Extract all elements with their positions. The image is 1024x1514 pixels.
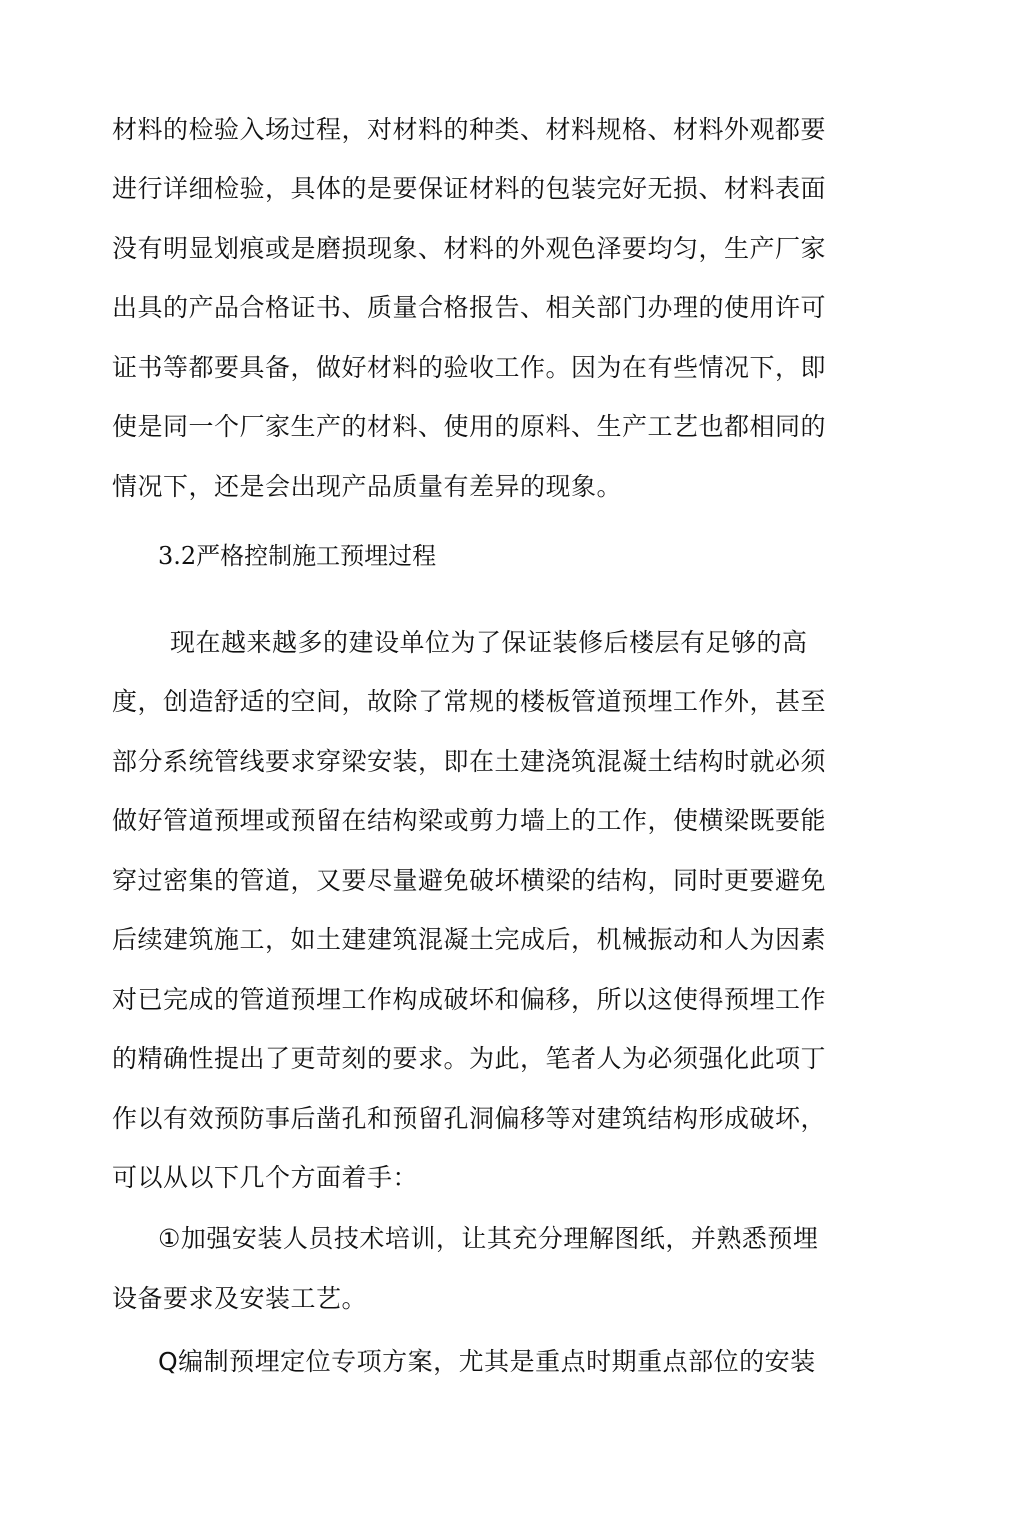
list-item-2-line-1: Q编制预埋定位专项方案，尤其是重点时期重点部位的安装: [158, 1347, 816, 1376]
paragraph-1-line-4: 出具的产品合格证书、质量合格报告、相关部门办理的使用许可: [112, 293, 827, 322]
paragraph-2-line-9: 作以有效预防事后凿孔和预留孔洞偏移等对建筑结构形成破坏，: [112, 1104, 827, 1133]
paragraph-1-line-2: 进行详细检验，具体的是要保证材料的包装完好无损、材料表面: [112, 174, 827, 203]
paragraph-2-line-7: 对已完成的管道预埋工作构成破坏和偏移，所以这使得预埋工作: [112, 985, 827, 1014]
paragraph-2-line-3: 部分系统管线要求穿梁安装，即在土建浇筑混凝土结构时就必须: [112, 747, 827, 776]
paragraph-2-line-1: 现在越来越多的建设单位为了保证装修后楼层有足够的高: [170, 628, 808, 657]
list-item-1-line-1: ①加强安装人员技术培训，让其充分理解图纸，并熟悉预埋: [158, 1224, 819, 1253]
paragraph-1-line-5: 证书等都要具备，做好材料的验收工作。因为在有些情况下，即: [112, 353, 827, 382]
section-heading: 3.2严格控制施工预埋过程: [158, 542, 437, 570]
paragraph-2-line-2: 度，创造舒适的空间，故除了常规的楼板管道预埋工作外，甚至: [112, 687, 827, 716]
paragraph-1-line-7: 情况下，还是会出现产品质量有差异的现象。: [112, 472, 623, 501]
paragraph-2-line-6: 后续建筑施工，如土建建筑混凝土完成后，机械振动和人为因素: [112, 925, 827, 954]
list-item-1-line-2: 设备要求及安装工艺。: [112, 1284, 368, 1313]
paragraph-1-line-6: 使是同一个厂家生产的材料、使用的原料、生产工艺也都相同的: [112, 412, 827, 441]
paragraph-1-line-1: 材料的检验入场过程，对材料的种类、材料规格、材料外观都要: [112, 115, 827, 144]
paragraph-2-line-5: 穿过密集的管道，又要尽量避免破坏横梁的结构，同时更要避免: [112, 866, 827, 895]
paragraph-2-line-8: 的精确性提出了更苛刻的要求。为此，笔者人为必须强化此项丁: [112, 1044, 827, 1073]
paragraph-2-line-10: 可以从以下几个方面着手：: [112, 1163, 419, 1192]
paragraph-1-line-3: 没有明显划痕或是磨损现象、材料的外观色泽要均匀，生产厂家: [112, 234, 827, 263]
paragraph-2-line-4: 做好管道预埋或预留在结构梁或剪力墙上的工作，使横梁既要能: [112, 806, 827, 835]
